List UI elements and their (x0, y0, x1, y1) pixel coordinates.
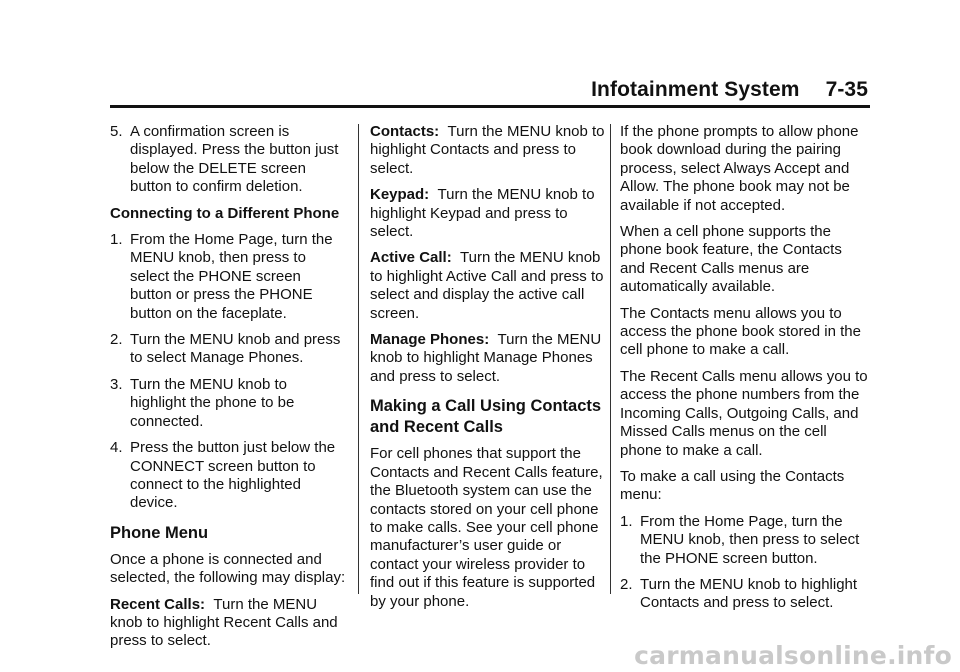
list-item: 1. From the Home Page, turn the MENU knob, then press to select the PHONE screen button or press the PHONE button on the faceplate. (110, 231, 333, 322)
page-number: 7-35 (825, 78, 868, 101)
list-item: 3. Turn the MENU knob to highlight the phone to be connected. (110, 375, 295, 430)
section-title-phone-menu: Phone Menu (110, 523, 209, 542)
paragraph: For cell phones that support the Contacts and Recent Calls feature, the Bluetooth system can use the contacts stored on your cell phone to make calls. See your cell phone manufacturer’s user guide or contact your wireless provider to find out if this feature is supported by your phone. (370, 445, 603, 610)
paragraph: The Recent Calls menu allows you to access the phone numbers from the Incoming Calls, Outgoing Calls, and Missed Calls menus on the cell phone to make a call. (620, 367, 868, 459)
watermark: carmanualsonline.info (634, 641, 952, 670)
definition-recent-calls: Recent Calls: Turn the MENU knob to highlight Recent Calls and press to select. (110, 595, 338, 650)
list-item: 2. Turn the MENU knob and press to select Manage Phones. (110, 331, 341, 367)
column-2 (370, 123, 606, 619)
paragraph: The Contacts menu allows you to access the phone book stored in the cell phone to make a call. (620, 304, 861, 359)
column-divider-1 (358, 124, 359, 594)
column-1 (110, 123, 346, 659)
paragraph: Once a phone is connected and selected, the following may display: (110, 550, 346, 587)
page-header (110, 78, 868, 108)
paragraph: If the phone prompts to allow phone book download during the pairing process, select Always Accept and Allow. The phone book may not be available if not accepted. (620, 123, 859, 214)
subheading-connecting: Connecting to a Different Phone (110, 204, 340, 222)
list-item: 2. Turn the MENU knob to highlight Contacts and press to select. (620, 575, 858, 612)
column-divider-2 (610, 124, 611, 594)
paragraph: When a cell phone supports the phone book feature, the Contacts and Recent Calls menus are automatically available. (620, 223, 842, 296)
definition-keypad: Keypad: Turn the MENU knob to highlight Keypad and press to select. (370, 186, 595, 241)
header-title: Infotainment System (591, 78, 800, 101)
paragraph: To make a call using the Contacts menu: (620, 467, 845, 504)
header-rule (110, 105, 870, 108)
list-item: 1. From the Home Page, turn the MENU knob, then press to select the PHONE screen button. (620, 512, 860, 567)
column-3 (620, 123, 870, 621)
definition-contacts: Contacts: Turn the MENU knob to highlight Contacts and press to select. (370, 123, 605, 177)
definition-active-call: Active Call: Turn the MENU knob to highlight Active Call and press to select and display the active call screen. (370, 249, 604, 322)
list-item: 5. A confirmation screen is displayed. Press the button just below the DELETE screen button to confirm deletion. (110, 123, 339, 196)
section-title-making-a-call: Making a Call Using Contacts and Recent Calls (370, 397, 602, 437)
list-item: 4. Press the button just below the CONNECT screen button to connect to the highlighted device. (110, 439, 336, 512)
definition-manage-phones: Manage Phones: Turn the MENU knob to highlight Manage Phones and press to select. (370, 331, 602, 385)
